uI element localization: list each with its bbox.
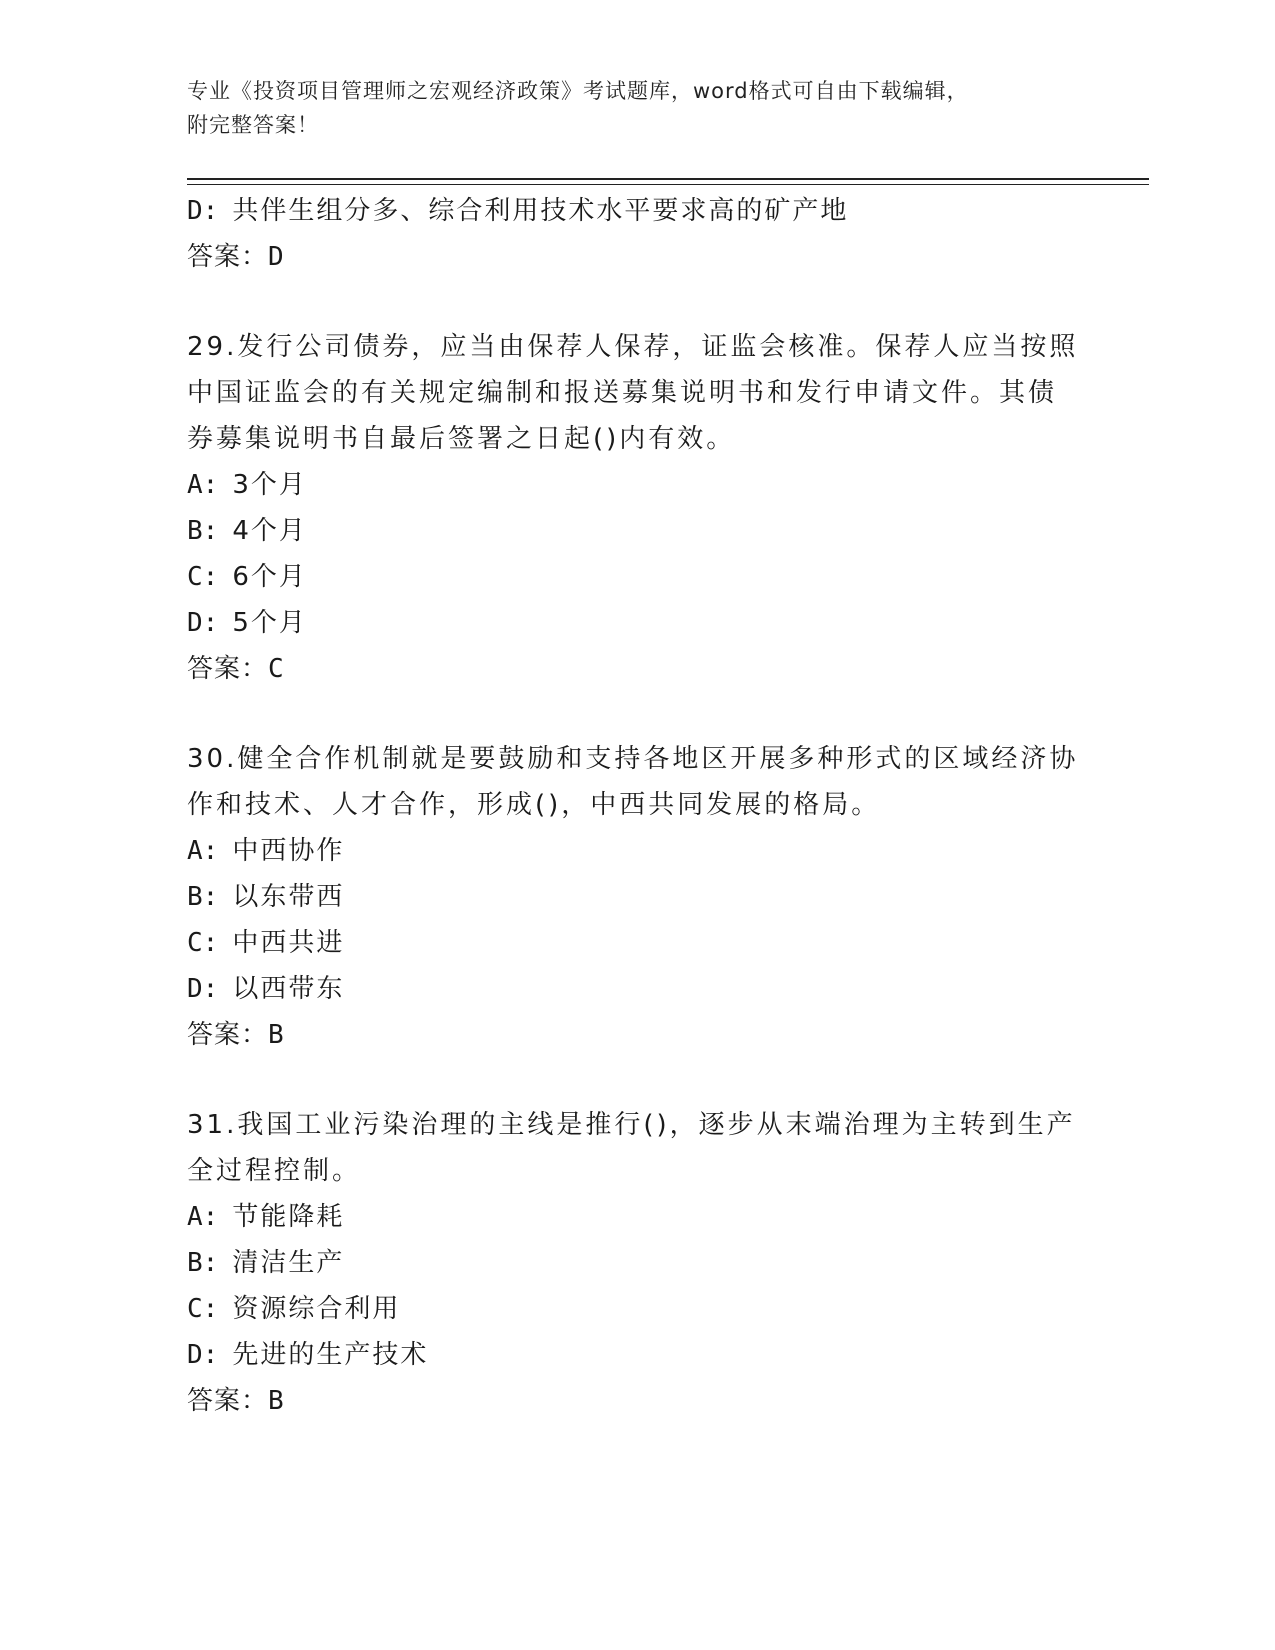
answer-label: 答案： bbox=[187, 1386, 269, 1416]
option-c bbox=[187, 554, 1087, 600]
option-a bbox=[187, 462, 1087, 508]
answer-line bbox=[187, 234, 1087, 280]
option-label: B: bbox=[187, 516, 219, 546]
answer-value: B bbox=[268, 1020, 285, 1050]
header-divider-thick bbox=[187, 178, 1149, 180]
answer-line bbox=[187, 646, 1087, 692]
question-stem bbox=[187, 1102, 1087, 1194]
option-text: 中西共进 bbox=[232, 928, 345, 958]
stem-line: 全过程控制。 bbox=[187, 1156, 362, 1186]
answer-label: 答案： bbox=[187, 654, 269, 684]
option-label: D: bbox=[187, 974, 219, 1004]
option-text: 6个月 bbox=[232, 562, 307, 592]
option-label: B: bbox=[187, 1248, 219, 1278]
option-label: B: bbox=[187, 882, 219, 912]
option-label: C: bbox=[187, 1294, 219, 1324]
option-a bbox=[187, 828, 1087, 874]
option-text: 3个月 bbox=[232, 470, 307, 500]
option-b bbox=[187, 1240, 1087, 1286]
header-line-2: 附完整答案！ bbox=[187, 113, 319, 137]
option-text: 共伴生组分多、综合利用技术水平要求高的矿产地 bbox=[232, 196, 849, 226]
option-d bbox=[187, 600, 1087, 646]
document-header bbox=[187, 74, 1067, 142]
option-d bbox=[187, 1332, 1087, 1378]
stem-line: 31.我国工业污染治理的主线是推行()，逐步从末端治理为主转到生产 bbox=[187, 1110, 1076, 1140]
option-text: 4个月 bbox=[232, 516, 307, 546]
question-29 bbox=[187, 324, 1087, 692]
question-stem bbox=[187, 324, 1087, 462]
answer-label: 答案： bbox=[187, 242, 269, 272]
option-b bbox=[187, 874, 1087, 920]
option-text: 以西带东 bbox=[232, 974, 345, 1004]
stem-line: 29.发行公司债券，应当由保荐人保荐，证监会核准。保荐人应当按照 bbox=[187, 332, 1079, 362]
option-b bbox=[187, 508, 1087, 554]
previous-question-tail bbox=[187, 188, 1087, 280]
question-stem bbox=[187, 736, 1087, 828]
option-label: C: bbox=[187, 562, 219, 592]
answer-label: 答案： bbox=[187, 1020, 269, 1050]
option-label: A: bbox=[187, 836, 219, 866]
option-c bbox=[187, 920, 1087, 966]
answer-value: B bbox=[268, 1386, 285, 1416]
option-label: C: bbox=[187, 928, 219, 958]
option-a bbox=[187, 1194, 1087, 1240]
option-label: D: bbox=[187, 608, 219, 638]
stem-line: 30.健全合作机制就是要鼓励和支持各地区开展多种形式的区域经济协 bbox=[187, 744, 1079, 774]
option-label: D: bbox=[187, 196, 219, 226]
answer-value: D bbox=[268, 242, 285, 272]
option-label: A: bbox=[187, 470, 219, 500]
answer-value: C bbox=[268, 654, 285, 684]
option-c bbox=[187, 1286, 1087, 1332]
question-content bbox=[187, 188, 1087, 1424]
header-divider-thin bbox=[187, 184, 1149, 185]
stem-line: 作和技术、人才合作，形成()，中西共同发展的格局。 bbox=[187, 790, 881, 820]
option-d bbox=[187, 188, 1087, 234]
option-label: D: bbox=[187, 1340, 219, 1370]
option-text: 先进的生产技术 bbox=[232, 1340, 429, 1370]
answer-line bbox=[187, 1012, 1087, 1058]
option-d bbox=[187, 966, 1087, 1012]
header-line-1: 专业《投资项目管理师之宏观经济政策》考试题库，word格式可自由下载编辑， bbox=[187, 79, 969, 103]
option-text: 节能降耗 bbox=[232, 1202, 345, 1232]
answer-line bbox=[187, 1378, 1087, 1424]
option-text: 中西协作 bbox=[232, 836, 345, 866]
stem-line: 中国证监会的有关规定编制和报送募集说明书和发行申请文件。其债 bbox=[187, 378, 1058, 408]
option-text: 资源综合利用 bbox=[232, 1294, 401, 1324]
option-text: 以东带西 bbox=[232, 882, 345, 912]
option-label: A: bbox=[187, 1202, 219, 1232]
stem-line: 券募集说明书自最后签署之日起()内有效。 bbox=[187, 424, 736, 454]
option-text: 清洁生产 bbox=[232, 1248, 345, 1278]
option-text: 5个月 bbox=[232, 608, 307, 638]
question-30 bbox=[187, 736, 1087, 1058]
question-31 bbox=[187, 1102, 1087, 1424]
